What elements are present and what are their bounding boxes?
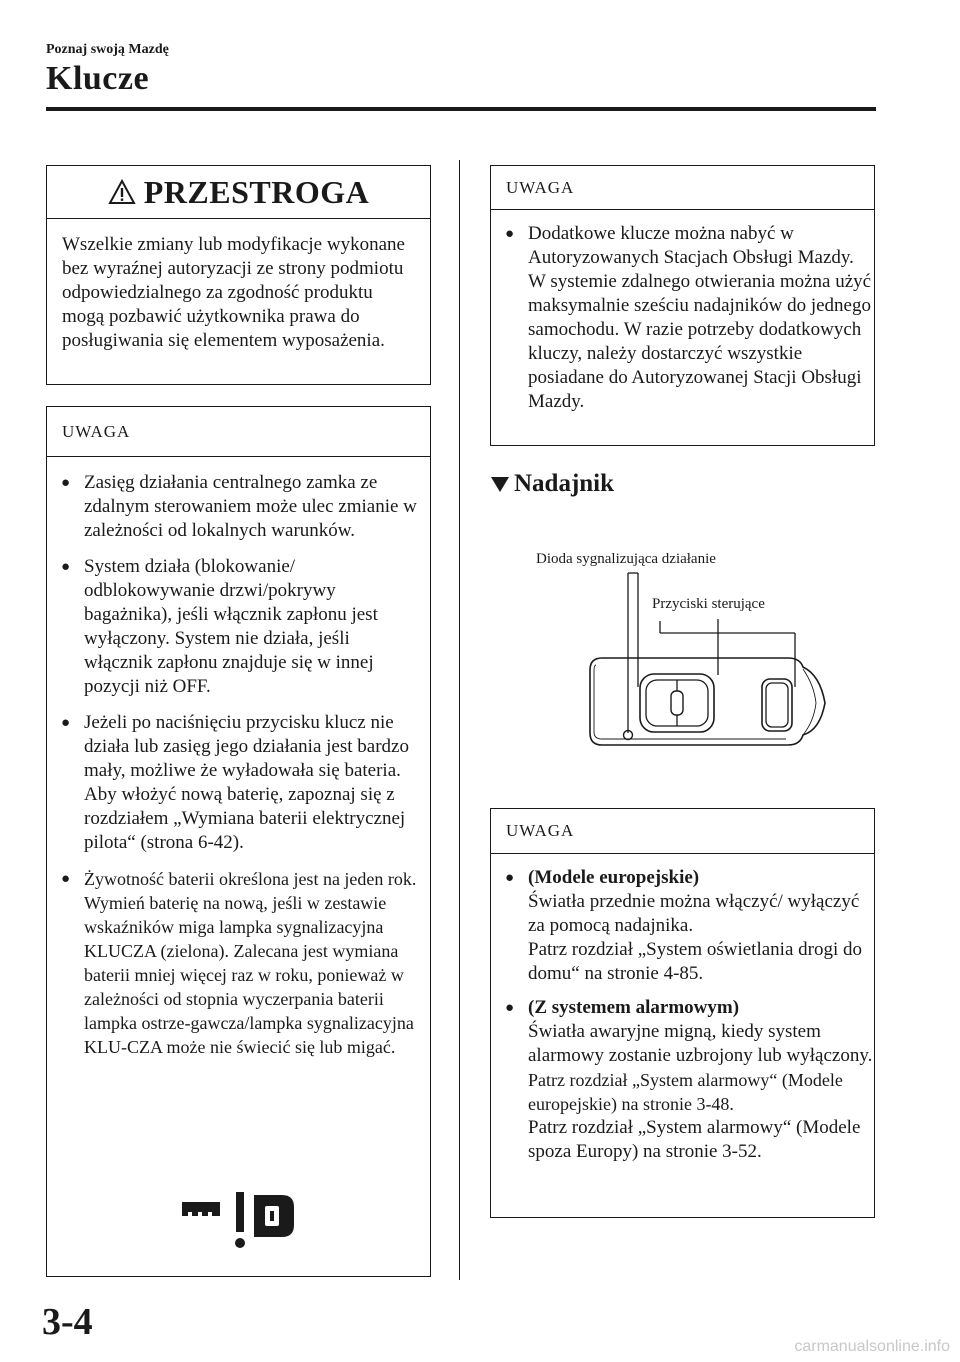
note-header (491, 166, 874, 210)
bullet-icon: ● (61, 715, 71, 731)
led-label: Dioda sygnalizująca działanie (536, 551, 716, 567)
list-item: ● (Modele europejskie) Światła przednie można włączyć/ wyłączyć za pomocą nadajnika. Patrz rozdział „System oświetlania drogi do domu“ na stronie 4-85. (491, 866, 874, 986)
section-title: Poznaj swoją Mazdę (46, 42, 169, 57)
note-label: UWAGA (506, 177, 575, 197)
item-title: (Modele europejskie) (528, 867, 700, 888)
note-header (47, 407, 430, 457)
subsection-title: Nadajnik (514, 470, 615, 497)
caution-text: Wszelkie zmiany lub modyfikacje wykonane bez wyraźnej autoryzacji ze strony podmiotu odpowiedzialnego za zgodność produktu mogą pozbawić użytkownika prawa do posługiwania się elementem wyposażenia. (62, 234, 405, 351)
note-list (47, 457, 430, 1059)
transmitter-drawing (520, 545, 850, 765)
note-list (491, 854, 874, 1164)
list-item: ● System działa (blokowanie/ odblokowywanie drzwi/pokrywy bagażnika), jeśli włącznik zapłonu jest wyłączony. System nie działa, jeśli włącznik zapłonu znajduje się w innej pozycji niż OFF. (61, 556, 378, 697)
list-item: ● Żywotność baterii określona jest na jeden rok. Wymień baterię na nową, jeśli w zestawie wskaźników miga lampka sygnalizacyjna KLUCZA (zielona). Zalecana jest wymiana baterii mniej więcej raz w roku, ponieważ w zależności od stopnia wyczerpania baterii lampka ostrze-gawcza/lampka sygnalizacyjna KLU-CZA może nie świecić się lub migać. (61, 869, 417, 1057)
note-label: UWAGA (62, 421, 131, 441)
bullet-icon: ● (61, 871, 71, 887)
title-rule (46, 107, 876, 111)
note-box-right-top (490, 165, 875, 446)
note-header (491, 809, 874, 854)
list-item: ● Zasięg działania centralnego zamka ze zdalnym sterowaniem może ulec zmianie w zależności od lokalnych warunków. (61, 472, 417, 541)
caution-title: PRZESTROGA (143, 173, 370, 210)
note-box-right-bottom (490, 808, 875, 1218)
buttons-label: Przyciski sterujące (652, 596, 765, 612)
subsection-heading (490, 470, 614, 498)
bullet-icon: ● (505, 1000, 515, 1016)
column-divider (459, 160, 460, 1280)
page-number: 3-4 (42, 1301, 93, 1343)
triangle-down-icon (490, 475, 510, 493)
chapter-title: Klucze (46, 60, 150, 97)
caution-header (47, 166, 430, 219)
bullet-icon: ● (505, 870, 515, 886)
key-warning-indicator-icon (178, 1192, 302, 1252)
transmitter-figure (520, 545, 850, 765)
list-item: ● Jeżeli po naciśnięciu przycisku klucz nie działa lub zasięg jego działania jest bardzo mały, możliwe że wyładowała się bateria. Aby włożyć nową baterię, zapoznaj się z rozdziałem „Wymiana baterii elektrycznej pilota“ (strona 6-42). (61, 712, 409, 853)
list-item: ● (Z systemem alarmowym) Światła awaryjne migną, kiedy system alarmowy zostanie uzbrojony lub wyłączony. Patrz rozdział „System alarmowy“ (Modele europejskie) na stronie 3-48. Patrz rozdział „System alarmowy“ (Modele spoza Europy) na stronie 3-52. (505, 997, 873, 1162)
bullet-icon: ● (61, 559, 71, 575)
bullet-icon: ● (505, 226, 515, 242)
watermark: carmanualsonline.info (794, 1338, 950, 1355)
item-title: (Z systemem alarmowym) (528, 997, 740, 1018)
caution-box (46, 165, 431, 385)
note-box-left (46, 406, 431, 1277)
list-item: ● Dodatkowe klucze można nabyć w Autoryzowanych Stacjach Obsługi Mazdy. W systemie zdalnego otwierania można użyć maksymalnie sześciu nadajników do jednego samochodu. W razie potrzeby dodatkowych kluczy, należy dostarczyć wszystkie posiadane do Autoryzowanej Stacji Obsługi Mazdy. (505, 223, 872, 412)
note-label: UWAGA (506, 821, 575, 840)
note-list (491, 210, 874, 414)
warning-triangle-icon (108, 179, 136, 205)
bullet-icon: ● (61, 475, 71, 491)
